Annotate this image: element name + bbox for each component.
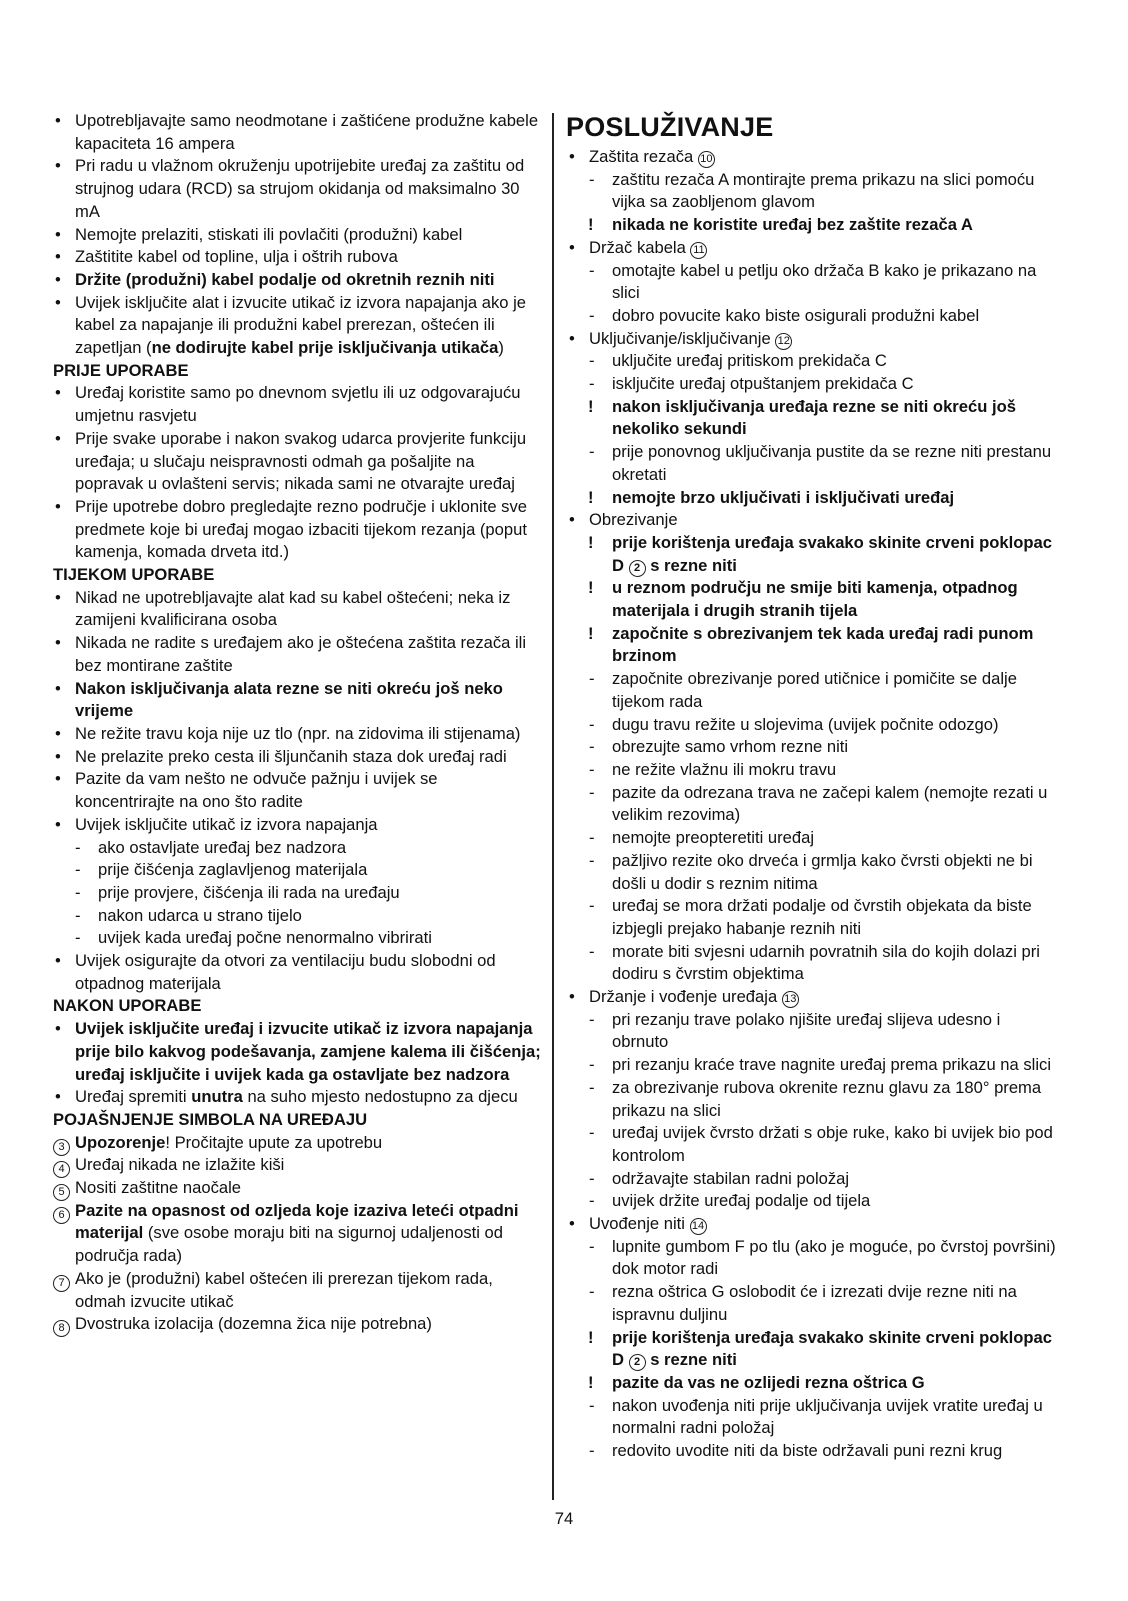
bullet-item xyxy=(53,814,541,837)
text-span: započnite obrezivanje pored utičnice i pomičite se dalje tijekom rada xyxy=(612,669,1017,711)
text-span: Ne režite travu koja nije uz tlo (npr. na zidovima ili stijenama) xyxy=(75,723,521,743)
dash-marker: - xyxy=(589,305,595,325)
symbol-item xyxy=(53,1177,541,1200)
sub-item xyxy=(567,1440,1057,1463)
bullet-icon: • xyxy=(55,633,61,653)
text-span: Nakon isključivanja alata rezne se niti okreću još neko vrijeme xyxy=(75,678,503,721)
figure-number-icon: 7 xyxy=(53,1275,70,1292)
bullet-icon: • xyxy=(55,1019,61,1039)
warning-marker: ! xyxy=(588,578,594,598)
bullet-item xyxy=(567,237,1057,260)
text-span: rezna oštrica G oslobodit će i izrezati dvije rezne niti na ispravnu duljinu xyxy=(612,1282,1017,1324)
sub-item xyxy=(567,714,1057,737)
bullet-icon: • xyxy=(55,769,61,789)
symbol-item xyxy=(53,1313,541,1336)
dash-marker: - xyxy=(589,1395,595,1415)
bullet-icon: • xyxy=(55,496,61,516)
sub-item xyxy=(567,169,1057,214)
text-span: Uvijek isključite alat i izvucite utikač iz izvora napajanja ako je kabel za napajanje ili produžni kabel prerezan, oštećen ili zapetljan ( xyxy=(75,292,526,358)
text-span: Pri radu u vlažnom okruženju upotrijebite uređaj za zaštitu od strujnog udara (RCD) sa strujom okidanja od maksimalno 30 mA xyxy=(75,156,525,221)
text-span: prije korištenja uređaja svakako skinite crveni poklopac D xyxy=(612,532,1052,575)
symbol-item xyxy=(53,1200,541,1268)
dash-marker: - xyxy=(589,850,595,870)
symbol-marker xyxy=(53,1313,70,1337)
text-span: ne režite vlažnu ili mokru travu xyxy=(612,759,837,779)
text-span: Nikada ne radite s uređajem ako je oštećena zaštita rezača ili bez montirane zaštite xyxy=(75,633,527,675)
text-span: dugu travu režite u slojevima (uvijek počnite odozgo) xyxy=(612,714,999,734)
dash-marker: - xyxy=(589,442,595,462)
warning-marker: ! xyxy=(588,1372,594,1392)
bullet-icon: • xyxy=(55,1087,61,1107)
bullet-item xyxy=(53,1018,541,1086)
sub-item xyxy=(567,1395,1057,1440)
sub-item xyxy=(53,882,541,905)
text-span: nakon isključivanja uređaja rezne se niti okreću još nekoliko sekundi xyxy=(612,396,1016,439)
sub-item xyxy=(567,941,1057,986)
text-span: uvijek kada uređaj počne nenormalno vibrirati xyxy=(98,928,432,948)
text-span: nakon udarca u strano tijelo xyxy=(98,905,302,925)
section-title: POSLUŽIVANJE xyxy=(566,112,774,142)
bullet-icon: • xyxy=(55,292,61,312)
figure-number-icon: 6 xyxy=(53,1207,70,1224)
text-span: Uključivanje/isključivanje xyxy=(589,328,776,348)
sub-item xyxy=(567,1054,1057,1077)
section-heading xyxy=(53,995,541,1018)
dash-marker: - xyxy=(589,737,595,757)
text-span: započnite s obrezivanjem tek kada uređaj radi punom brzinom xyxy=(612,623,1034,666)
dash-marker: - xyxy=(75,905,81,925)
warning-item xyxy=(567,623,1057,668)
dash-marker: - xyxy=(589,1282,595,1302)
warning-item xyxy=(567,577,1057,622)
sub-item xyxy=(567,895,1057,940)
dash-marker: - xyxy=(589,828,595,848)
section-heading xyxy=(53,1109,541,1132)
symbol-item xyxy=(53,1154,541,1177)
symbol-item xyxy=(53,1268,541,1313)
sub-item xyxy=(567,759,1057,782)
sub-item xyxy=(53,905,541,928)
text-span: TIJEKOM UPORABE xyxy=(53,565,215,585)
bullet-icon: • xyxy=(569,147,575,166)
bullet-icon: • xyxy=(569,510,575,530)
bullet-item xyxy=(567,509,1057,532)
symbol-marker xyxy=(53,1154,70,1178)
text-span: pazite da vas ne ozlijedi rezna oštrica G xyxy=(612,1372,925,1392)
dash-marker: - xyxy=(589,1441,595,1461)
text-span: Prije svake uporabe i nakon svakog udarca provjerite funkciju uređaja; u slučaju neispravnosti odmah ga pošaljite na popravak u ovlašteni servis; nikada sami ne otvarajte uređaj xyxy=(75,428,527,494)
warning-marker: ! xyxy=(588,487,594,507)
text-span: dobro povucite kako biste osigurali produžni kabel xyxy=(612,305,980,325)
bullet-icon: • xyxy=(55,247,61,267)
bullet-icon: • xyxy=(55,428,61,448)
dash-marker: - xyxy=(589,782,595,802)
dash-marker: - xyxy=(589,351,595,371)
sub-item xyxy=(53,837,541,860)
text-span: prije korištenja uređaja svakako skinite crveni poklopac D xyxy=(612,1327,1052,1370)
text-span: Upotrebljavajte samo neodmotane i zaštićene produžne kabele kapaciteta 16 ampera xyxy=(75,111,539,153)
text-span: u reznom području ne smije biti kamenja, otpadnog materijala i drugih stranih tijela xyxy=(612,578,1018,621)
warning-marker: ! xyxy=(588,1327,594,1347)
bullet-item xyxy=(53,292,541,360)
figure-number-icon: 5 xyxy=(53,1184,70,1201)
text-span: Zaštita rezača xyxy=(589,147,698,166)
text-span: lupnite gumbom F po tlu (ako je moguće, po čvrstoj površini) dok motor radi xyxy=(612,1236,1056,1279)
dash-marker: - xyxy=(589,1191,595,1211)
text-span: prije čišćenja zaglavljenog materijala xyxy=(98,860,368,880)
figure-ref-icon: 14 xyxy=(690,1218,707,1235)
text-span: prije provjere, čišćenja ili rada na uređaju xyxy=(98,882,400,902)
dash-marker: - xyxy=(75,860,81,880)
bullet-item xyxy=(53,428,541,496)
text-span: uređaj se mora držati podalje od čvrstih objekata da biste izbjegli prejako habanje reznih niti xyxy=(612,896,1032,938)
dash-marker: - xyxy=(589,759,595,779)
bullet-icon: • xyxy=(55,814,61,834)
dash-marker: - xyxy=(589,260,595,280)
text-span: redovito uvodite niti da biste održavali puni rezni krug xyxy=(612,1441,1003,1461)
text-span: ne dodirujte kabel prije isključivanja utikača xyxy=(151,338,499,358)
warning-item xyxy=(567,1327,1057,1372)
sub-item xyxy=(567,827,1057,850)
bullet-item xyxy=(53,269,541,292)
left-column xyxy=(53,110,541,1336)
bullet-icon: • xyxy=(55,951,61,971)
bullet-icon: • xyxy=(55,383,61,403)
sub-item xyxy=(567,1077,1057,1122)
bullet-item xyxy=(53,632,541,677)
text-span: Držanje i vođenje uređaja xyxy=(589,987,782,1007)
bullet-icon: • xyxy=(569,328,575,348)
text-span: PRIJE UPORABE xyxy=(53,360,189,380)
dash-marker: - xyxy=(589,169,595,189)
dash-marker: - xyxy=(75,837,81,857)
sub-item xyxy=(567,350,1057,373)
section-heading xyxy=(53,564,541,587)
bullet-icon: • xyxy=(55,678,61,698)
figure-number-icon: 3 xyxy=(53,1139,70,1156)
text-span: Držite (produžni) kabel podalje od okretnih reznih niti xyxy=(75,269,495,289)
bullet-icon: • xyxy=(569,987,575,1007)
text-span: Uvijek isključite uređaj i izvucite utikač iz izvora napajanja prije bilo kakvog podešavanja, zamjene kalema ili čišćenja; uređaj isključite i uvijek kada ga ostavljate bez nadzora xyxy=(75,1019,541,1084)
sub-item xyxy=(567,441,1057,486)
text-span: Prije upotrebe dobro pregledajte rezno područje i uklonite sve predmete koje bi uređaj mogao izbaciti tijekom rezanja (poput kamenja, komada drveta itd.) xyxy=(75,496,528,562)
text-span: nemojte brzo uključivati i isključivati uređaj xyxy=(612,487,955,507)
page-number: 74 xyxy=(554,1509,574,1528)
bullet-icon: • xyxy=(55,746,61,766)
section-heading xyxy=(53,360,541,383)
text-span: Upozorenje xyxy=(75,1132,166,1152)
text-span: Nemojte prelaziti, stiskati ili povlačiti (produžni) kabel xyxy=(75,224,463,244)
text-span: NAKON UPORABE xyxy=(53,996,202,1016)
text-span: Uređaj spremiti xyxy=(75,1087,192,1107)
text-span: pri rezanju trave polako njišite uređaj slijeva udesno i obrnuto xyxy=(612,1009,1001,1052)
dash-marker: - xyxy=(589,896,595,916)
bullet-icon: • xyxy=(55,224,61,244)
warning-item xyxy=(567,1372,1057,1395)
bullet-item xyxy=(53,246,541,269)
bullet-item xyxy=(53,678,541,723)
column-divider xyxy=(552,113,554,1500)
text-span: morate biti svjesni udarnih povratnih sila do kojih dolazi pri dodiru s čvrstim objektima xyxy=(612,941,1040,984)
figure-ref-icon: 2 xyxy=(629,1354,646,1371)
warning-marker: ! xyxy=(588,396,594,416)
text-span: prije ponovnog uključivanja pustite da se rezne niti prestanu okretati xyxy=(612,442,1052,484)
sub-item xyxy=(567,782,1057,827)
text-span: pažljivo rezite oko drveća i grmlja kako čvrsti objekti ne bi došli u dodir s reznim nitima xyxy=(612,850,1033,893)
text-span: uređaj uvijek čvrsto držati s obje ruke, kako bi uvijek bio pod kontrolom xyxy=(612,1123,1053,1165)
dash-marker: - xyxy=(589,1009,595,1029)
bullet-item xyxy=(567,146,1057,169)
bullet-icon: • xyxy=(55,587,61,607)
dash-marker: - xyxy=(589,374,595,394)
figure-ref-icon: 10 xyxy=(698,151,715,168)
text-span: za obrezivanje rubova okrenite reznu glavu za 180° prema prikazu na slici xyxy=(612,1077,1042,1120)
text-span: ! Pročitajte upute za upotrebu xyxy=(165,1132,383,1152)
dash-marker: - xyxy=(75,882,81,902)
text-span: Nikad ne upotrebljavajte alat kad su kabel oštećeni; neka iz zamijeni kvalificirana osoba xyxy=(75,587,511,630)
text-span: Ako je (produžni) kabel oštećen ili prerezan tijekom rada, odmah izvucite utikač xyxy=(75,1268,493,1311)
text-span: pri rezanju kraće trave nagnite uređaj prema prikazu na slici xyxy=(612,1055,1052,1075)
text-span: Obrezivanje xyxy=(589,510,678,530)
sub-item xyxy=(567,1281,1057,1326)
bullet-item xyxy=(53,723,541,746)
bullet-item xyxy=(567,1213,1057,1236)
warning-item xyxy=(567,532,1057,577)
bullet-icon: • xyxy=(55,269,61,289)
text-span: uvijek držite uređaj podalje od tijela xyxy=(612,1191,871,1211)
sub-item xyxy=(53,859,541,882)
sub-item xyxy=(567,736,1057,759)
sub-item xyxy=(567,1236,1057,1281)
symbol-marker xyxy=(53,1177,70,1201)
dash-marker: - xyxy=(589,714,595,734)
text-span: omotajte kabel u petlju oko držača B kako je prikazano na slici xyxy=(612,260,1037,303)
text-span: Dvostruka izolacija (dozemna žica nije potrebna) xyxy=(75,1314,432,1334)
text-span: Pazite da vam nešto ne odvuče pažnju i uvijek se koncentrirajte na ono što radite xyxy=(75,769,438,812)
text-span: pazite da odrezana trava ne začepi kalem (nemojte rezati u velikim rezovima) xyxy=(612,782,1048,825)
sub-item xyxy=(567,850,1057,895)
bullet-icon: • xyxy=(569,1214,575,1234)
bullet-icon: • xyxy=(55,156,61,176)
dash-marker: - xyxy=(75,928,81,948)
dash-marker: - xyxy=(589,1055,595,1075)
right-column-items xyxy=(567,146,1057,1463)
dash-marker: - xyxy=(589,1236,595,1256)
sub-item xyxy=(567,260,1057,305)
bullet-item xyxy=(53,110,541,155)
text-span: Ne prelazite preko cesta ili šljunčanih staza dok uređaj radi xyxy=(75,746,507,766)
bullet-item xyxy=(567,328,1057,351)
bullet-item xyxy=(53,768,541,813)
sub-item xyxy=(567,1190,1057,1213)
figure-ref-icon: 11 xyxy=(690,242,707,259)
text-span: zaštitu rezača A montirajte prema prikazu na slici pomoću vijka sa zaobljenom glavom xyxy=(612,169,1035,212)
figure-number-icon: 4 xyxy=(53,1161,70,1178)
symbol-marker xyxy=(53,1268,70,1292)
symbol-item xyxy=(53,1132,541,1155)
bullet-item xyxy=(53,155,541,223)
bullet-item xyxy=(53,224,541,247)
text-span: Uvođenje niti xyxy=(589,1214,690,1234)
dash-marker: - xyxy=(589,941,595,961)
symbol-marker xyxy=(53,1132,70,1156)
text-span: ) xyxy=(498,338,504,358)
text-span: obrezujte samo vrhom rezne niti xyxy=(612,737,849,757)
right-column xyxy=(567,110,1057,1463)
text-span: (sve osobe moraju biti na sigurnoj udaljenosti od područja rada) xyxy=(75,1223,504,1266)
warning-item xyxy=(567,214,1057,237)
text-span: s rezne niti xyxy=(645,555,737,575)
sub-item xyxy=(567,1009,1057,1054)
bullet-item xyxy=(53,950,541,995)
text-span: Uvijek osigurajte da otvori za ventilaciju budu slobodni od otpadnog materijala xyxy=(75,951,496,993)
warning-item xyxy=(567,487,1057,510)
text-span: Pazite na opasnost od ozljeda koje izaziva leteći otpadni materijal xyxy=(75,1200,519,1243)
sub-item xyxy=(567,668,1057,713)
text-span: ako ostavljate uređaj bez nadzora xyxy=(98,837,347,857)
text-span: Uređaj nikada ne izlažite kiši xyxy=(75,1155,285,1175)
text-span: Nositi zaštitne naočale xyxy=(75,1178,242,1198)
dash-marker: - xyxy=(589,1168,595,1188)
text-span: održavajte stabilan radni položaj xyxy=(612,1168,850,1188)
bullet-item xyxy=(53,587,541,632)
dash-marker: - xyxy=(589,669,595,689)
text-span: unutra xyxy=(191,1087,243,1107)
bullet-icon: • xyxy=(569,237,575,257)
bullet-icon: • xyxy=(55,723,61,743)
warning-marker: ! xyxy=(588,532,594,552)
symbol-marker xyxy=(53,1200,70,1224)
sub-item xyxy=(567,305,1057,328)
text-span: nemojte preopteretiti uređaj xyxy=(612,828,815,848)
text-span: uključite uređaj pritiskom prekidača C xyxy=(612,351,887,371)
warning-marker: ! xyxy=(588,623,594,643)
sub-item xyxy=(567,373,1057,396)
warning-marker: ! xyxy=(588,215,594,235)
bullet-item xyxy=(53,1086,541,1109)
text-span: POJAŠNJENJE SIMBOLA NA UREĐAJU xyxy=(53,1109,368,1129)
warning-item xyxy=(567,396,1057,441)
bullet-item xyxy=(567,986,1057,1009)
bullet-item xyxy=(53,382,541,427)
bullet-item xyxy=(53,746,541,769)
figure-ref-icon: 13 xyxy=(782,991,799,1008)
text-span: na suho mjesto nedostupno za djecu xyxy=(242,1087,518,1107)
figure-number-icon: 8 xyxy=(53,1320,70,1337)
text-span: Zaštitite kabel od topline, ulja i oštrih rubova xyxy=(75,247,398,267)
text-span: nikada ne koristite uređaj bez zaštite rezača A xyxy=(612,215,973,235)
sub-item xyxy=(567,1168,1057,1191)
text-span: Uvijek isključite utikač iz izvora napajanja xyxy=(75,814,378,834)
bullet-item xyxy=(53,496,541,564)
text-span: nakon uvođenja niti prije uključivanja uvijek vratite uređaj u normalni radni položaj xyxy=(612,1395,1043,1438)
dash-marker: - xyxy=(589,1123,595,1143)
sub-item xyxy=(53,927,541,950)
figure-ref-icon: 2 xyxy=(629,560,646,577)
text-span: Uređaj koristite samo po dnevnom svjetlu ili uz odgovarajuću umjetnu rasvjetu xyxy=(75,383,521,426)
figure-ref-icon: 12 xyxy=(775,333,792,350)
sub-item xyxy=(567,1122,1057,1167)
dash-marker: - xyxy=(589,1077,595,1097)
text-span: s rezne niti xyxy=(645,1350,737,1370)
bullet-icon: • xyxy=(55,111,61,130)
text-span: Držač kabela xyxy=(589,237,691,257)
text-span: isključite uređaj otpuštanjem prekidača C xyxy=(612,374,914,394)
